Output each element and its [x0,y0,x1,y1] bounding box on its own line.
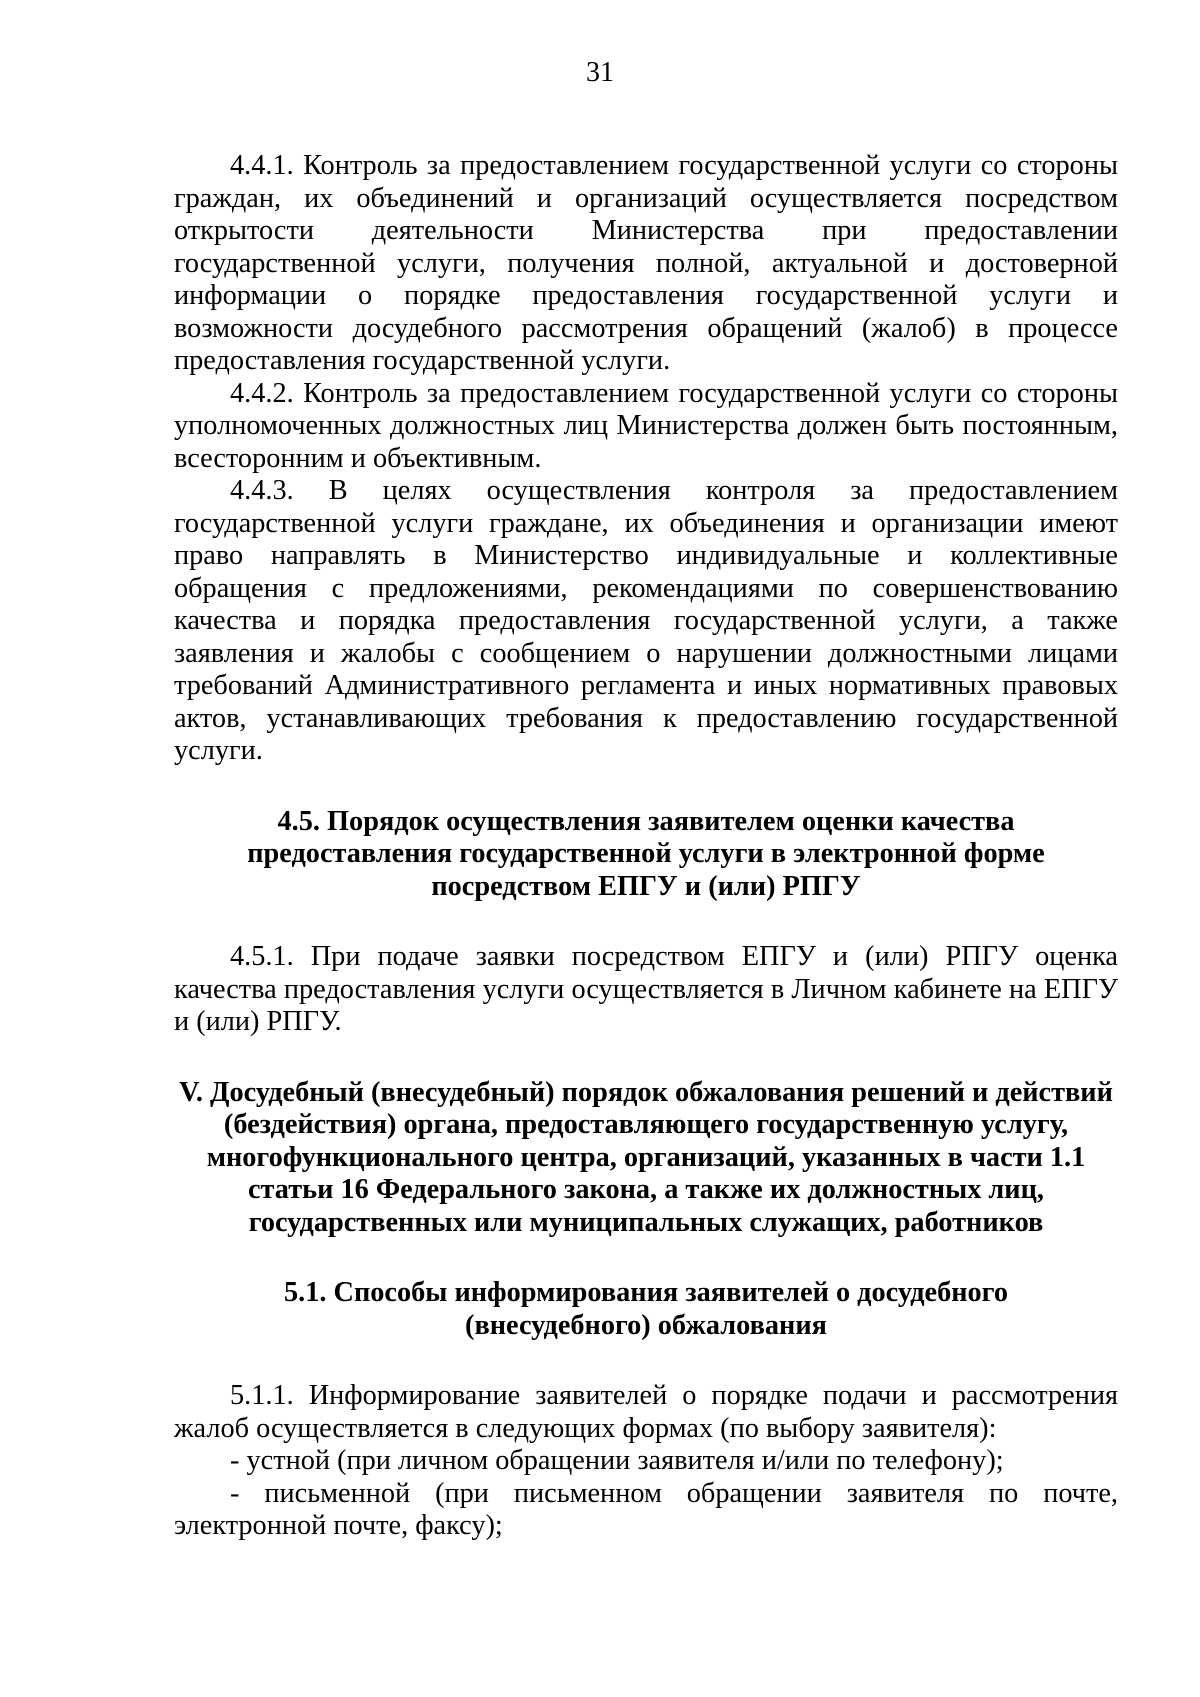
heading-section-5-1: 5.1. Способы информирования заявителей о досудебного (внесудебного) обжалования [284,1277,1008,1341]
heading-section-4-5: 4.5. Порядок осуществления заявителем оценки качества предоставления государственной услуги в электронной форме посредством ЕПГУ и (или) РПГУ [247,805,1045,902]
heading-chapter-v: V. Досудебный (внесудебный) порядок обжалования решений и действий (бездействия) органа, предоставляющего государственную услугу, многофункционального центра, организаций, указанных в части 1.1 статьи 16 Федерального закона, а также их должностных лиц, государственных или муниципальных служащих, работников [179,1076,1113,1238]
list-item-written: - письменной (при письменном обращении заявителя по почте, электронной почте, факсу); [174,1477,1118,1541]
paragraph-4-5-1: 4.5.1. При подаче заявки посредством ЕПГУ и (или) РПГУ оценка качества предоставления услуги осуществляется в Личном кабинете на ЕПГУ и (или) РПГУ. [174,941,1118,1037]
paragraph-4-4-3: 4.4.3. В целях осуществления контроля за предоставлением государственной услуги граждане, их объединения и организации имеют право направлять в Министерство индивидуальные и коллективные обращения с предложениями, рекомендациями по совершенствованию качества и порядка предоставления государственной услуги, а также заявления и жалобы с сообщением о нарушении должностными лицами требований Административного регламента и иных нормативных правовых актов, устанавливающих требования к предоставлению государственной услуги. [174,475,1118,766]
paragraph-4-4-1: 4.4.1. Контроль за предоставлением государственной услуги со стороны граждан, их объединений и организаций осуществляется посредством открытости деятельности Министерства при предоставлении государственной услуги, получения полной, актуальной и достоверной информации о порядке предоставления государственной услуги и возможности досудебного рассмотрения обращений (жалоб) в процессе предоставления государственной услуги. [174,150,1118,376]
document-body [174,150,1118,1543]
paragraph-4-4-2: 4.4.2. Контроль за предоставлением государственной услуги со стороны уполномоченных должностных лиц Министерства должен быть постоянным, всесторонним и объективным. [174,377,1118,474]
list-item-oral: - устной (при личном обращении заявителя и/или по телефону); [230,1445,1004,1476]
paragraph-5-1-1: 5.1.1. Информирование заявителей о порядке подачи и рассмотрения жалоб осуществляется в следующих формах (по выбору заявителя): [174,1380,1118,1444]
page-number: 31 [586,57,614,88]
